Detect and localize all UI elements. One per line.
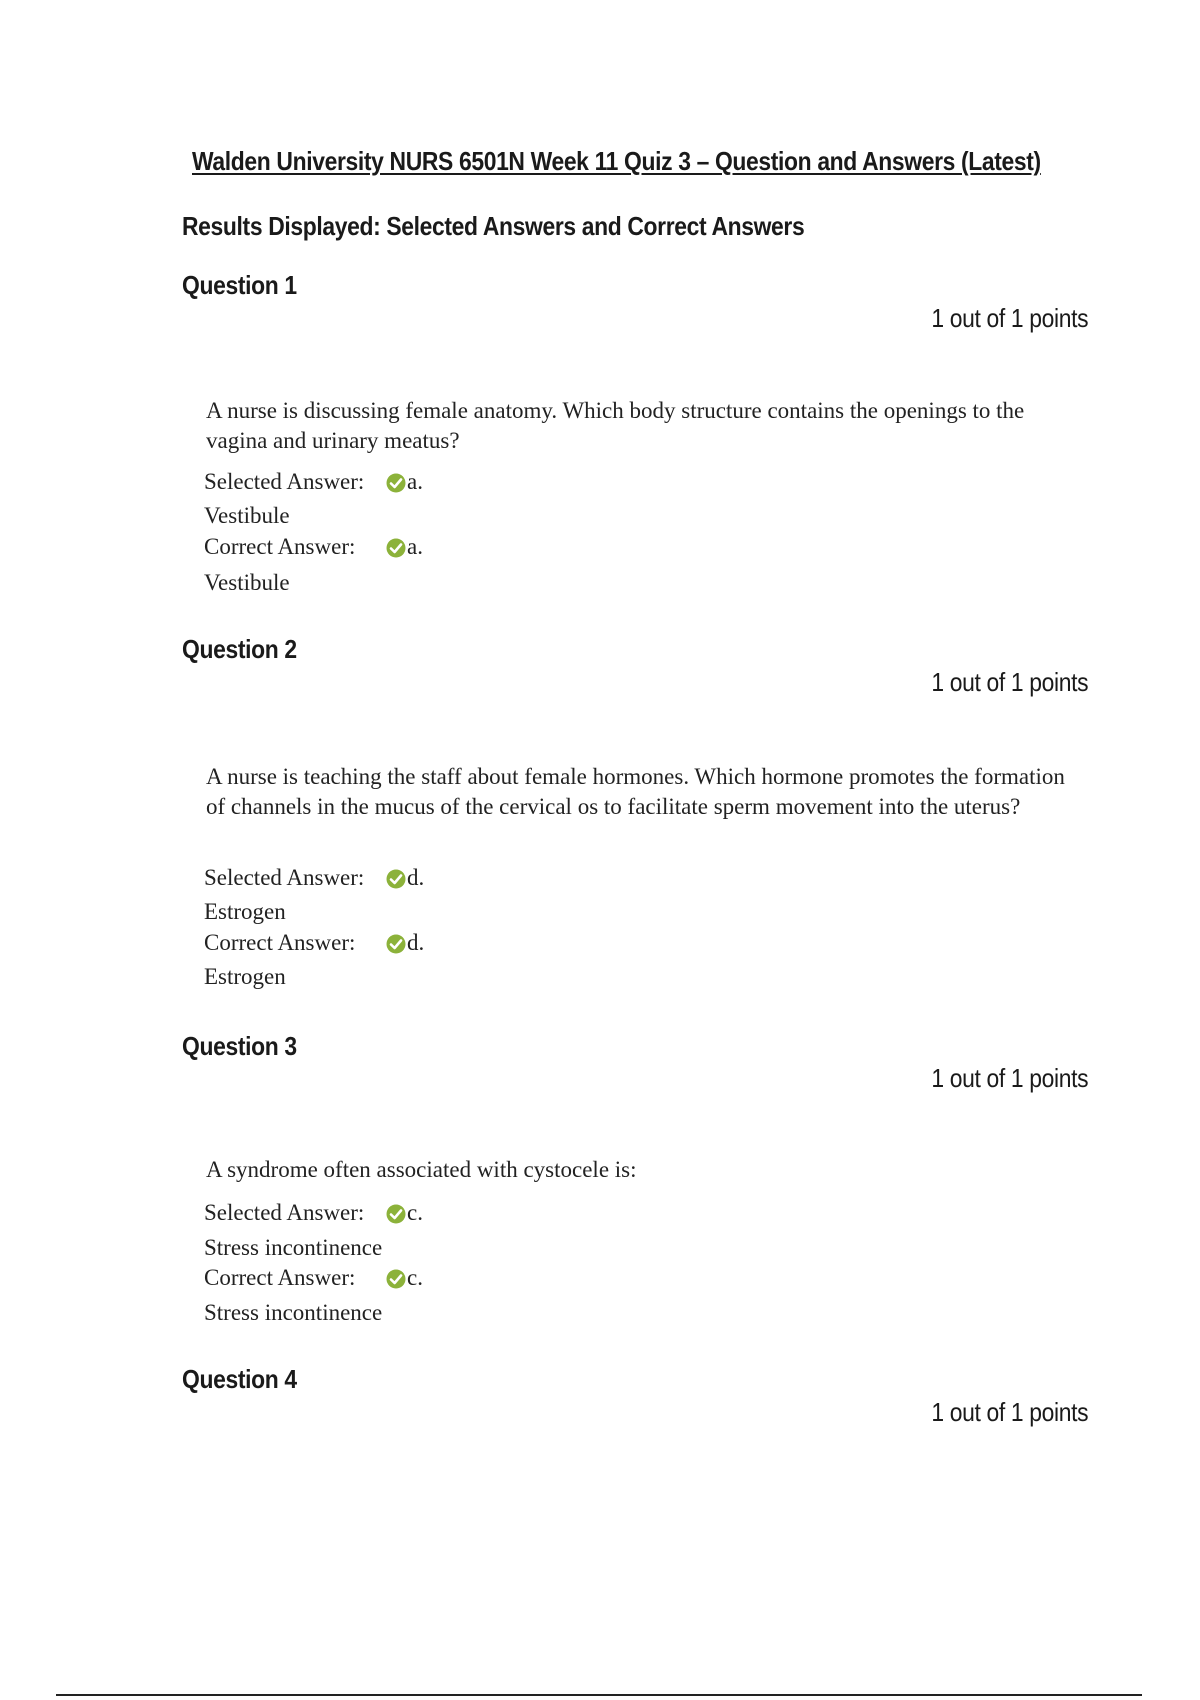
correct-answer-value: Vestibule: [204, 570, 290, 595]
correct-answer-letter: d.: [407, 930, 425, 955]
correct-answer-label: Correct Answer:: [204, 1265, 356, 1290]
correct-answer-label: Correct Answer:: [204, 930, 356, 955]
results-displayed-label: Results Displayed: Selected Answers and Correct Answers: [182, 211, 805, 241]
selected-answer-letter: a.: [407, 469, 423, 494]
question-2-points: 1 out of 1 points: [931, 667, 1088, 697]
question-1-heading: Question 1: [182, 270, 297, 300]
question-1-points: 1 out of 1 points: [931, 303, 1088, 333]
question-2-text: A nurse is teaching the staff about female hormones. Which hormone promotes the formation of channels in the mucus of the cervical os to facilitate sperm movement into the uterus?: [206, 764, 1065, 819]
correct-answer-value: Estrogen: [204, 964, 286, 989]
correct-answer-letter: a.: [407, 534, 423, 559]
question-3-points: 1 out of 1 points: [931, 1063, 1088, 1093]
correct-answer-value: Stress incontinence: [204, 1300, 383, 1325]
selected-answer-label: Selected Answer:: [204, 865, 365, 890]
question-3-heading: Question 3: [182, 1031, 297, 1061]
selected-answer-letter: d.: [407, 865, 425, 890]
selected-answer-value: Estrogen: [204, 899, 286, 924]
question-1-selected-answer-row: [204, 469, 423, 495]
question-4-heading: Question 4: [182, 1364, 297, 1394]
question-3-text: A syndrome often associated with cystocele is:: [206, 1157, 637, 1182]
question-2-heading: Question 2: [182, 634, 297, 664]
check-circle-icon: [386, 538, 406, 558]
check-circle-icon: [386, 869, 406, 889]
question-4-points: 1 out of 1 points: [931, 1397, 1088, 1427]
selected-answer-label: Selected Answer:: [204, 1200, 365, 1225]
question-1-correct-answer-row: [204, 534, 423, 560]
check-circle-icon: [386, 1204, 406, 1224]
check-circle-icon: [386, 473, 406, 493]
correct-answer-letter: c.: [407, 1265, 423, 1290]
question-3-correct-answer-row: [204, 1265, 423, 1291]
page-bottom-divider: [56, 1694, 1142, 1696]
question-2-correct-answer-row: [204, 930, 424, 956]
selected-answer-label: Selected Answer:: [204, 469, 365, 494]
selected-answer-value: Vestibule: [204, 503, 290, 528]
selected-answer-letter: c.: [407, 1200, 423, 1225]
question-1-text: A nurse is discussing female anatomy. Which body structure contains the openings to the vagina and urinary meatus?: [206, 398, 1025, 453]
check-circle-icon: [386, 1269, 406, 1289]
document-title: Walden University NURS 6501N Week 11 Quiz 3 – Question and Answers (Latest): [192, 146, 1041, 176]
question-2-selected-answer-row: [204, 865, 424, 891]
correct-answer-label: Correct Answer:: [204, 534, 356, 559]
check-circle-icon: [386, 934, 406, 954]
question-3-selected-answer-row: [204, 1200, 423, 1226]
selected-answer-value: Stress incontinence: [204, 1235, 383, 1260]
